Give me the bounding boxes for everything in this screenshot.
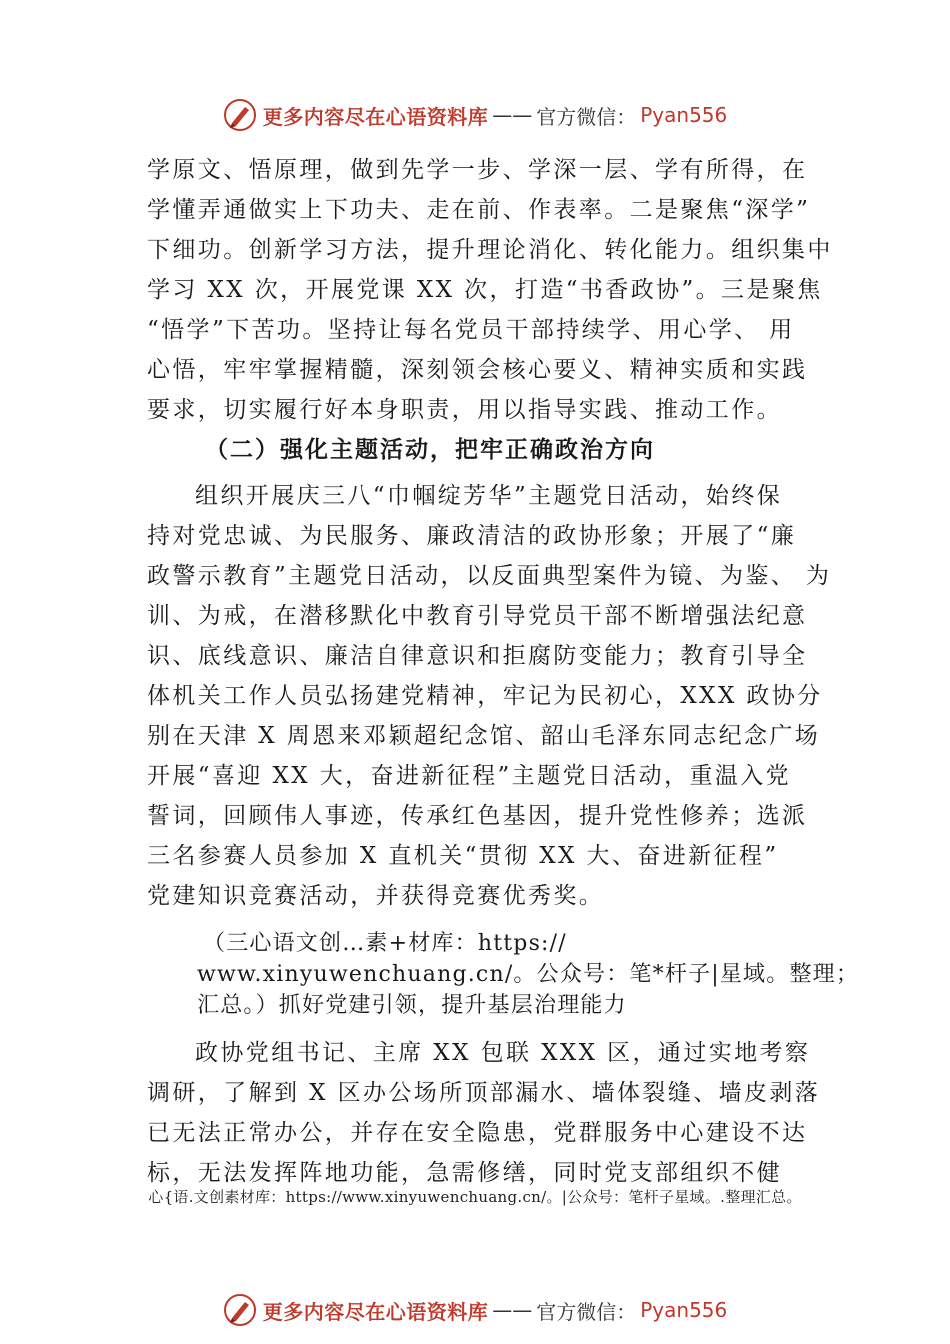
paragraph-line: 要求，切实履行好本身职责，用以指导实践、推动工作。 (147, 397, 782, 423)
paragraph-line: 政警示教育”主题党日活动，以反面典型案件为镜、为鉴、 为 (147, 563, 832, 589)
banner-dash: —— (492, 1298, 533, 1322)
footer-note: 心{语.文创素材库：https://www.xinyuwenchuang.cn/。|公众号：笔杆子星域。.整理汇总。 (148, 1188, 802, 1206)
pen-logo-icon (223, 98, 257, 132)
paragraph-line: 三名参赛人员参加 X 直机关“贯彻 XX 大、奋进新征程” (147, 843, 779, 869)
section-heading-2: （二）强化主题活动，把牢正确政治方向 (205, 436, 655, 463)
banner-dash: —— (492, 103, 533, 127)
banner-wechat-label: 官方微信： (536, 104, 637, 129)
paragraph-line: 下细功。创新学习方法，提升理论消化、转化能力。组织集中 (147, 237, 833, 263)
paragraph-line: 心悟，牢牢掌握精髓，深刻领会核心要义、精神实质和实践 (147, 357, 808, 383)
paragraph-line: 别在天津 X 周恩来邓颖超纪念馆、韶山毛泽东同志纪念广场 (147, 723, 821, 749)
paragraph-line: 学原文、悟原理，做到先学一步、学深一层、学有所得，在 (147, 157, 808, 183)
paragraph-line: 学懂弄通做实上下功夫、走在前、作表率。二是聚焦“深学” (147, 197, 811, 223)
section-heading-3: 汇总。）抓好党建引领，提升基层治理能力 (197, 993, 627, 1018)
paragraph-line: 已无法正常办公，并存在安全隐患，党群服务中心建设不达 (147, 1120, 808, 1146)
paragraph-line: 政协党组书记、主席 XX 包联 XXX 区，通过实地考察 (195, 1040, 811, 1066)
paragraph-line: 组织开展庆三八“巾帼绽芳华”主题党日活动，始终保 (195, 483, 783, 509)
banner-title: 更多内容尽在心语资料库 (262, 104, 489, 129)
section-heading-3: www.xinyuwenchuang.cn/。公众号：笔*杆子|星域。整理； (197, 962, 860, 987)
banner-wechat-id: Pyan556 (640, 1298, 728, 1322)
paragraph-line: 体机关工作人员弘扬建党精神，牢记为民初心，XXX 政协分 (147, 683, 823, 709)
document-body (147, 150, 860, 1193)
paragraph-line: 持对党忠诚、为民服务、廉政清洁的政协形象；开展了“廉 (147, 523, 797, 549)
paragraph-line: 开展“喜迎 XX 大，奋进新征程”主题党日活动，重温入党 (147, 763, 792, 789)
paragraph-line: “悟学”下苦功。坚持让每名党员干部持续学、用心学、 用 (147, 317, 795, 343)
section-heading-3: （三心语文创…素+材库：https:// (203, 931, 567, 956)
paragraph-line: 识、底线意识、廉洁自律意识和拒腐防变能力；教育引导全 (147, 643, 808, 669)
banner-wechat-id: Pyan556 (640, 103, 728, 127)
banner-wechat-label: 官方微信： (536, 1299, 637, 1324)
paragraph-line: 誓词，回顾伟人事迹，传承红色基因，提升党性修养；选派 (147, 803, 808, 829)
pen-logo-icon (223, 1293, 257, 1327)
paragraph-line: 标，无法发挥阵地功能，急需修缮，同时党支部组织不健 (147, 1160, 782, 1186)
bottom-banner (0, 1290, 950, 1330)
paragraph-line: 调研，了解到 X 区办公场所顶部漏水、墙体裂缝、墙皮剥落 (147, 1080, 821, 1106)
paragraph-line: 学习 XX 次，开展党课 XX 次，打造“书香政协”。三是聚焦 (147, 277, 823, 303)
top-banner (0, 95, 950, 135)
paragraph-line: 党建知识竞赛活动，并获得竞赛优秀奖。 (147, 883, 605, 909)
paragraph-line: 训、为戒，在潜移默化中教育引导党员干部不断增强法纪意 (147, 603, 808, 629)
banner-title: 更多内容尽在心语资料库 (262, 1299, 489, 1324)
